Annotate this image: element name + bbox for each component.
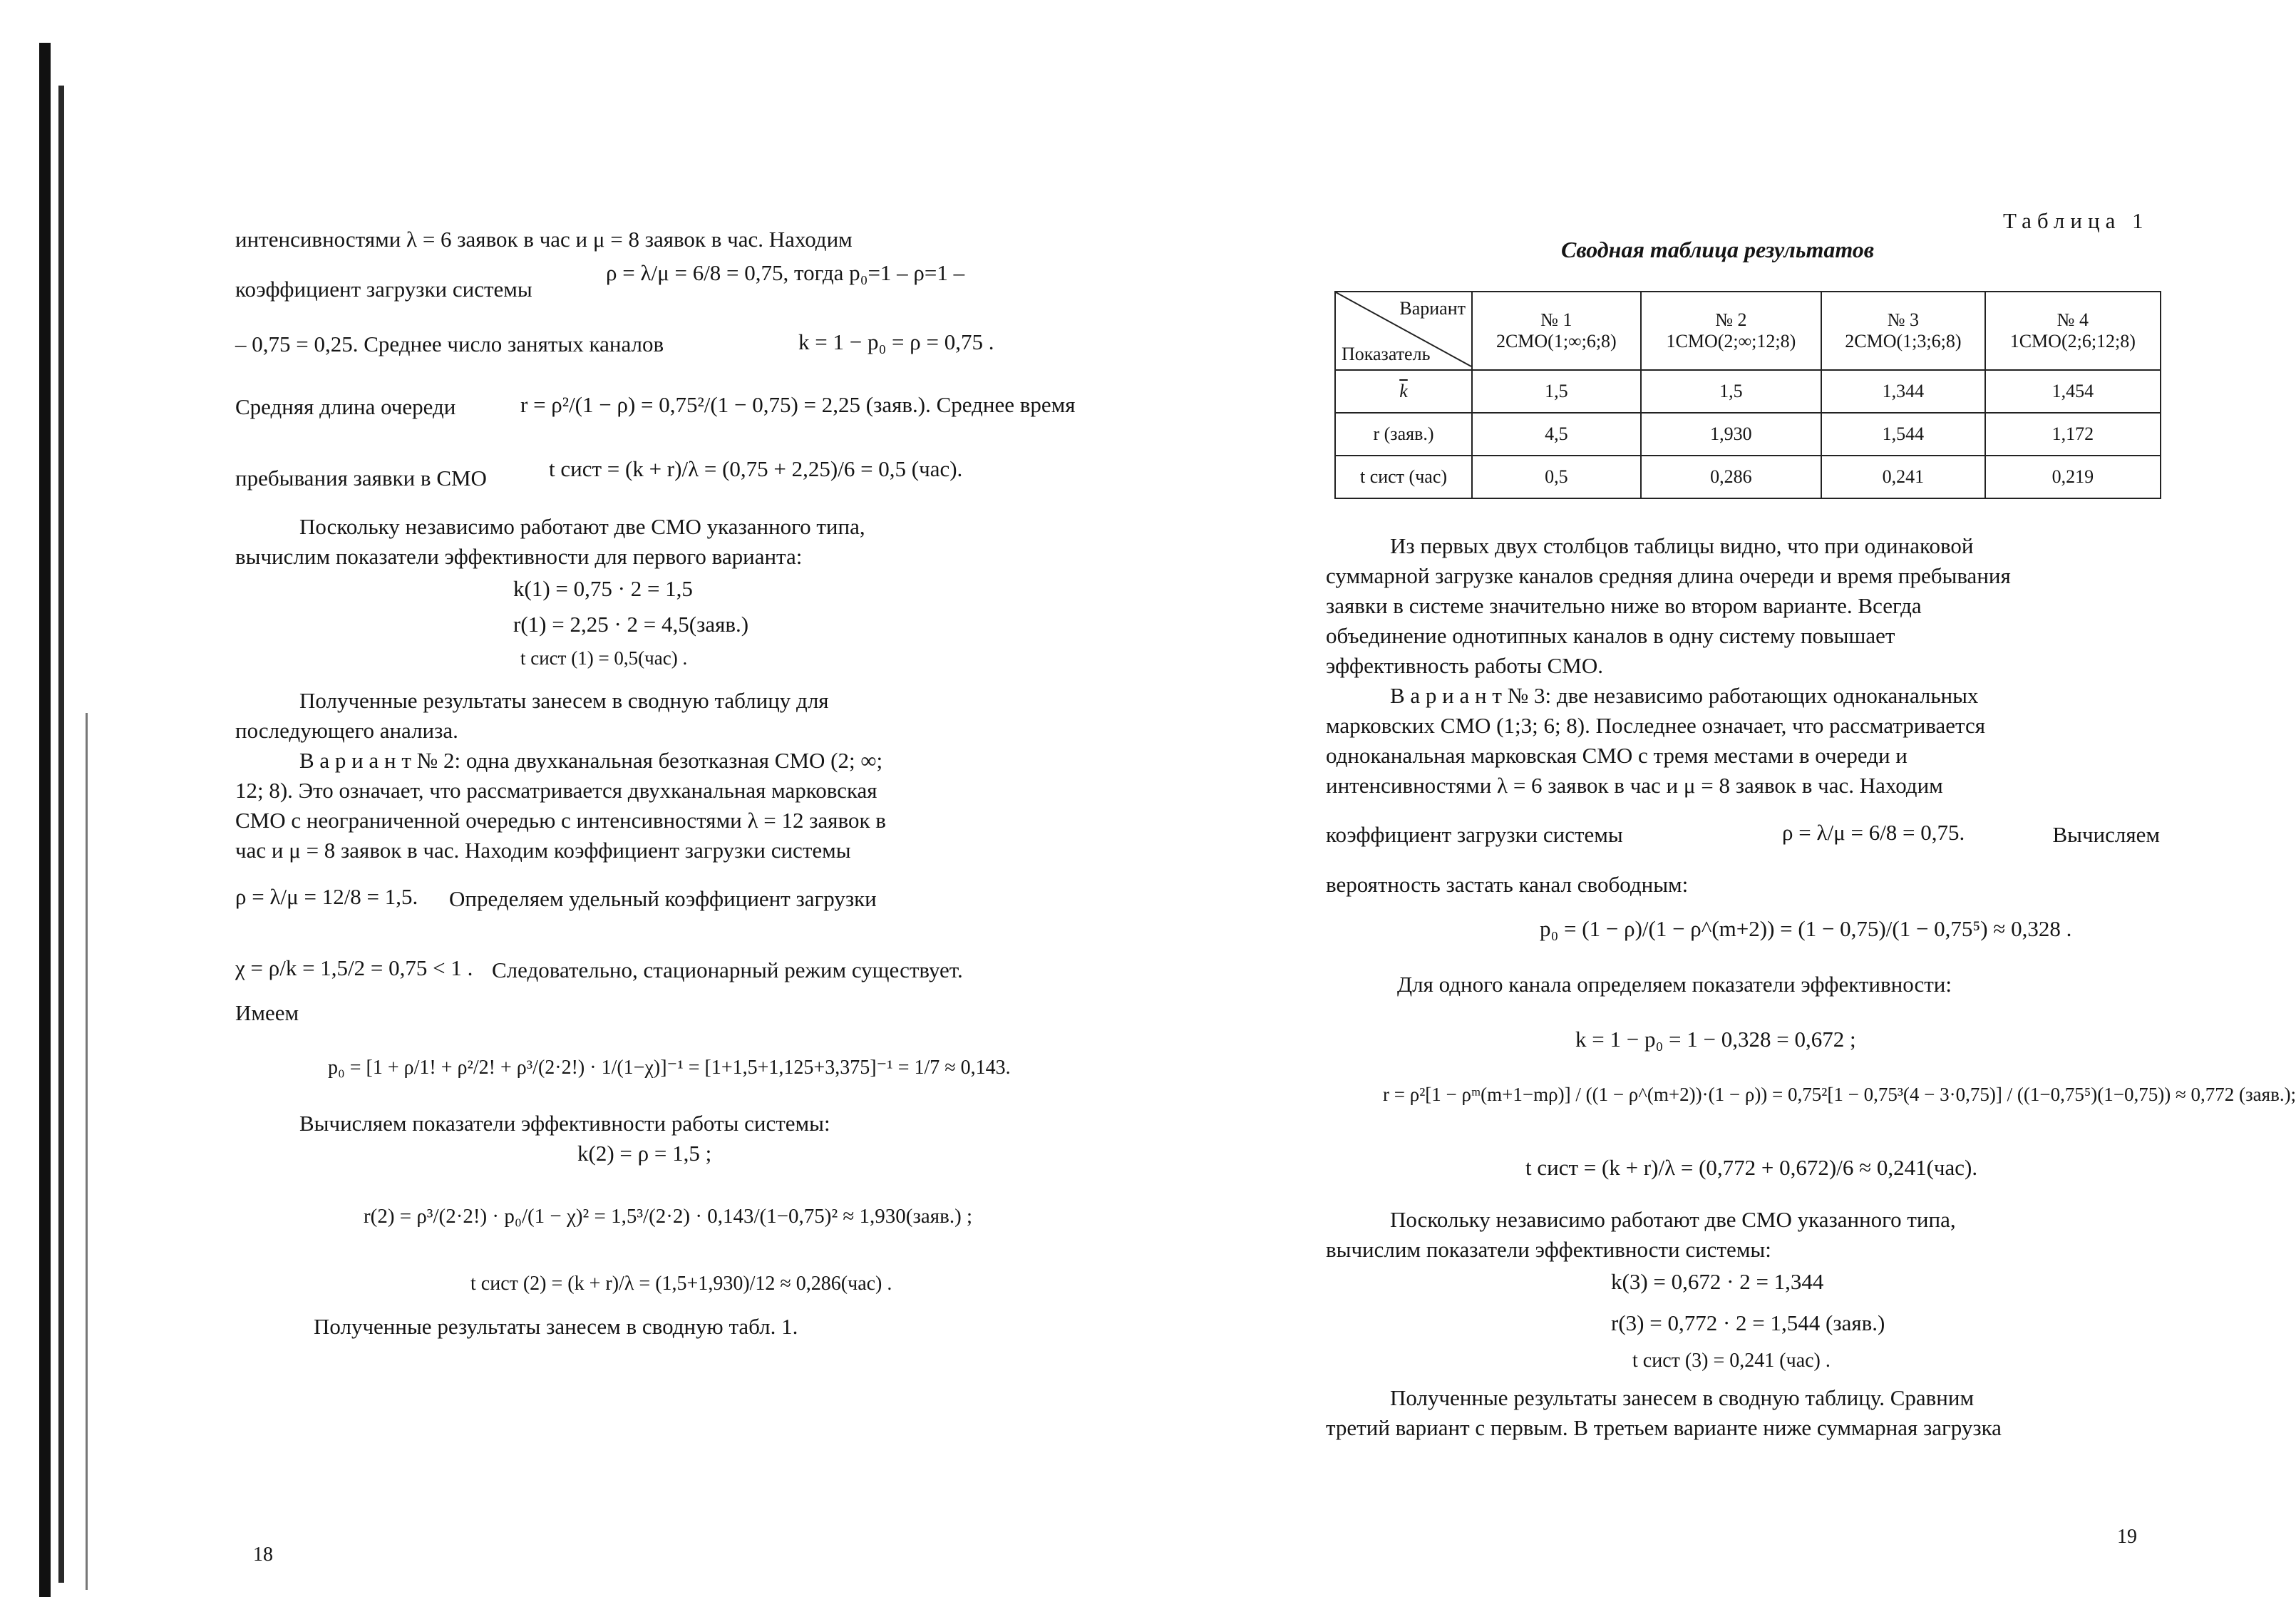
row-label: t сист (час) [1335, 456, 1472, 498]
table-row [1335, 456, 2161, 498]
text-line: Поскольку независимо работают две СМО указанного типа, [1390, 1207, 1956, 1232]
equation-t1: t сист (1) = 0,5(час) . [520, 647, 688, 669]
equation-r3-single: r = ρ²[1 − ρᵐ(m+1−mρ)] / ((1 − ρ^(m+2))·(1 − ρ)) = 0,75²[1 − 0,75³(4 − 3·0,75)] / ((1−0,75⁵)(1−0,75)) ≈ 0,772 (заяв.); [1383, 1084, 2296, 1105]
table-cell: 1,930 [1641, 413, 1821, 456]
text-line: последующего анализа. [235, 718, 458, 743]
text-line: Средняя длина очереди [235, 394, 456, 419]
table-column-header [1821, 292, 1985, 370]
equation-p0-variant2: p₀ = [1 + ρ/1! + ρ²/2! + ρ³/(2·2!) · 1/(1−χ)]⁻¹ = [1+1,5+1,125+3,375]⁻¹ = 1/7 ≈ 0,143. [328, 1057, 1011, 1079]
table-cell: 0,241 [1821, 456, 1985, 498]
corner-label-indicator: Показатель [1342, 344, 1431, 364]
equation-k3: k(3) = 0,672 · 2 = 1,344 [1611, 1269, 1824, 1294]
text-line: заявки в системе значительно ниже во втором варианте. Всегда [1326, 593, 1922, 618]
equation-r-mean: r = ρ²/(1 − ρ) = 0,75²/(1 − 0,75) = 2,25 (заяв.). Среднее время [520, 392, 1076, 417]
row-label: r (заяв.) [1335, 413, 1472, 456]
page-number: 18 [253, 1544, 273, 1566]
table-label: Таблица 1 [2003, 208, 2149, 233]
text-line: Вычисляем показатели эффективности работы системы: [299, 1111, 830, 1136]
text-line: Полученные результаты занесем в сводную таблицу для [299, 688, 829, 713]
column-model: 2СМО(1;3;6;8) [1845, 331, 1962, 351]
text-line: Определяем удельный коэффициент загрузки [449, 886, 877, 911]
text-line: эффективность работы СМО. [1326, 653, 1603, 678]
text-line: пребывания заявки в СМО [235, 466, 487, 491]
text-line: Поскольку независимо работают две СМО указанного типа, [299, 514, 865, 539]
book-binding-shadow [39, 43, 51, 1597]
text-line: Из первых двух столбцов таблицы видно, что при одинаковой [1390, 533, 1974, 558]
table-corner-cell [1335, 292, 1472, 370]
text-line: интенсивностями λ = 6 заявок в час и μ = 8 заявок в час. Находим [235, 227, 853, 252]
equation-k1: k(1) = 0,75 · 2 = 1,5 [513, 576, 693, 601]
equation-t3-single: t сист = (k + r)/λ = (0,772 + 0,672)/6 ≈ 0,241(час). [1525, 1155, 1978, 1180]
table-cell: 1,544 [1821, 413, 1985, 456]
column-number: № 4 [2056, 309, 2089, 330]
column-number: № 2 [1715, 309, 1747, 330]
table-cell: 1,172 [1985, 413, 2161, 456]
equation-k-mean: k = 1 − p₀ = ρ = 0,75 . [798, 329, 994, 354]
text-line: – 0,75 = 0,25. Среднее число занятых каналов [235, 332, 664, 356]
table-cell: 0,219 [1985, 456, 2161, 498]
text-line: вычислим показатели эффективности для первого варианта: [235, 544, 803, 569]
text-line: Полученные результаты занесем в сводную таблицу. Сравним [1390, 1385, 1975, 1410]
corner-label-variant: Вариант [1399, 298, 1466, 319]
table-cell: 4,5 [1472, 413, 1641, 456]
column-model: 1СМО(2;6;12;8) [2009, 331, 2136, 351]
text-line: третий вариант с первым. В третьем варианте ниже суммарная загрузка [1326, 1415, 2002, 1440]
equation-p0-variant3: p₀ = (1 − ρ)/(1 − ρ^(m+2)) = (1 − 0,75)/(1 − 0,75⁵) ≈ 0,328 . [1540, 916, 2072, 941]
text-line: Следовательно, стационарный режим существует. [492, 957, 963, 982]
equation-chi: χ = ρ/k = 1,5/2 = 0,75 < 1 . [235, 955, 473, 980]
text-line: вероятность застать канал свободным: [1326, 872, 1689, 897]
text-line: суммарной загрузке каналов средняя длина очереди и время пребывания [1326, 563, 2011, 588]
table-header-row [1335, 292, 2161, 370]
book-binding-edge [58, 86, 64, 1583]
table-caption: Сводная таблица результатов [1561, 237, 1875, 262]
text-line: Полученные результаты занесем в сводную табл. 1. [314, 1314, 798, 1339]
equation-t3: t сист (3) = 0,241 (час) . [1632, 1350, 1831, 1372]
text-line: СМО с неограниченной очередью с интенсивностями λ = 12 заявок в [235, 808, 886, 833]
text-line: Для одного канала определяем показатели эффективности: [1397, 972, 1952, 997]
text-line: Вычисляем [2052, 822, 2160, 847]
text-line: час и μ = 8 заявок в час. Находим коэффициент загрузки системы [235, 838, 851, 863]
table-cell: 1,344 [1821, 370, 1985, 413]
table-cell: 1,5 [1641, 370, 1821, 413]
equation-t2: t сист (2) = (k + r)/λ = (1,5+1,930)/12 ≈ 0,286(час) . [470, 1273, 892, 1295]
equation-r2: r(2) = ρ³/(2·2!) · p₀/(1 − χ)² = 1,5³/(2·2) · 0,143/(1−0,75)² ≈ 1,930(заяв.) ; [364, 1205, 973, 1228]
table-row [1335, 413, 2161, 456]
page-number: 19 [2117, 1526, 2137, 1548]
column-model: 1СМО(2;∞;12;8) [1666, 331, 1796, 351]
row-label: $\overline{k}$ [1335, 370, 1472, 413]
text-line: 12; 8). Это означает, что рассматривается двухканальная марковская [235, 778, 877, 803]
column-number: № 3 [1887, 309, 1920, 330]
equation-k2: k(2) = ρ = 1,5 ; [577, 1141, 712, 1166]
column-number: № 1 [1540, 309, 1572, 330]
summary-table [1334, 291, 2161, 499]
column-model: 2СМО(1;∞;6;8) [1496, 331, 1617, 351]
equation-rho-3: ρ = λ/μ = 6/8 = 0,75. [1782, 820, 1965, 845]
text-line: коэффициент загрузки системы [1326, 822, 1623, 847]
text-line: интенсивностями λ = 6 заявок в час и μ = 8 заявок в час. Находим [1326, 773, 1943, 798]
table-cell: 0,5 [1472, 456, 1641, 498]
text-line: Имеем [235, 1000, 299, 1025]
table-cell: 1,454 [1985, 370, 2161, 413]
equation-r3: r(3) = 0,772 · 2 = 1,544 (заяв.) [1611, 1310, 1885, 1335]
equation-rho-1: ρ = λ/μ = 6/8 = 0,75, тогда p₀=1 – ρ=1 – [606, 260, 965, 285]
table-cell: 0,286 [1641, 456, 1821, 498]
page-fold-line [86, 713, 88, 1590]
text-line: В а р и а н т № 2: одна двухканальная безотказная СМО (2; ∞; [299, 748, 883, 773]
equation-r1: r(1) = 2,25 · 2 = 4,5(заяв.) [513, 612, 749, 637]
table-column-header [1641, 292, 1821, 370]
equation-rho-2: ρ = λ/μ = 12/8 = 1,5. [235, 884, 418, 909]
table-column-header [1985, 292, 2161, 370]
text-line: одноканальная марковская СМО с тремя местами в очереди и [1326, 743, 1908, 768]
table-column-header [1472, 292, 1641, 370]
table-cell: 1,5 [1472, 370, 1641, 413]
text-line: объединение однотипных каналов в одну систему повышает [1326, 623, 1895, 648]
text-line: В а р и а н т № 3: две независимо работающих одноканальных [1390, 683, 1979, 708]
equation-t-mean: t сист = (k + r)/λ = (0,75 + 2,25)/6 = 0,5 (час). [549, 456, 963, 481]
text-line: коэффициент загрузки системы [235, 277, 532, 302]
text-line: вычислим показатели эффективности системы: [1326, 1237, 1771, 1262]
equation-k3-single: k = 1 − p₀ = 1 − 0,328 = 0,672 ; [1575, 1027, 1856, 1052]
table-row [1335, 370, 2161, 413]
text-line: марковских СМО (1;3; 6; 8). Последнее означает, что рассматривается [1326, 713, 1986, 738]
